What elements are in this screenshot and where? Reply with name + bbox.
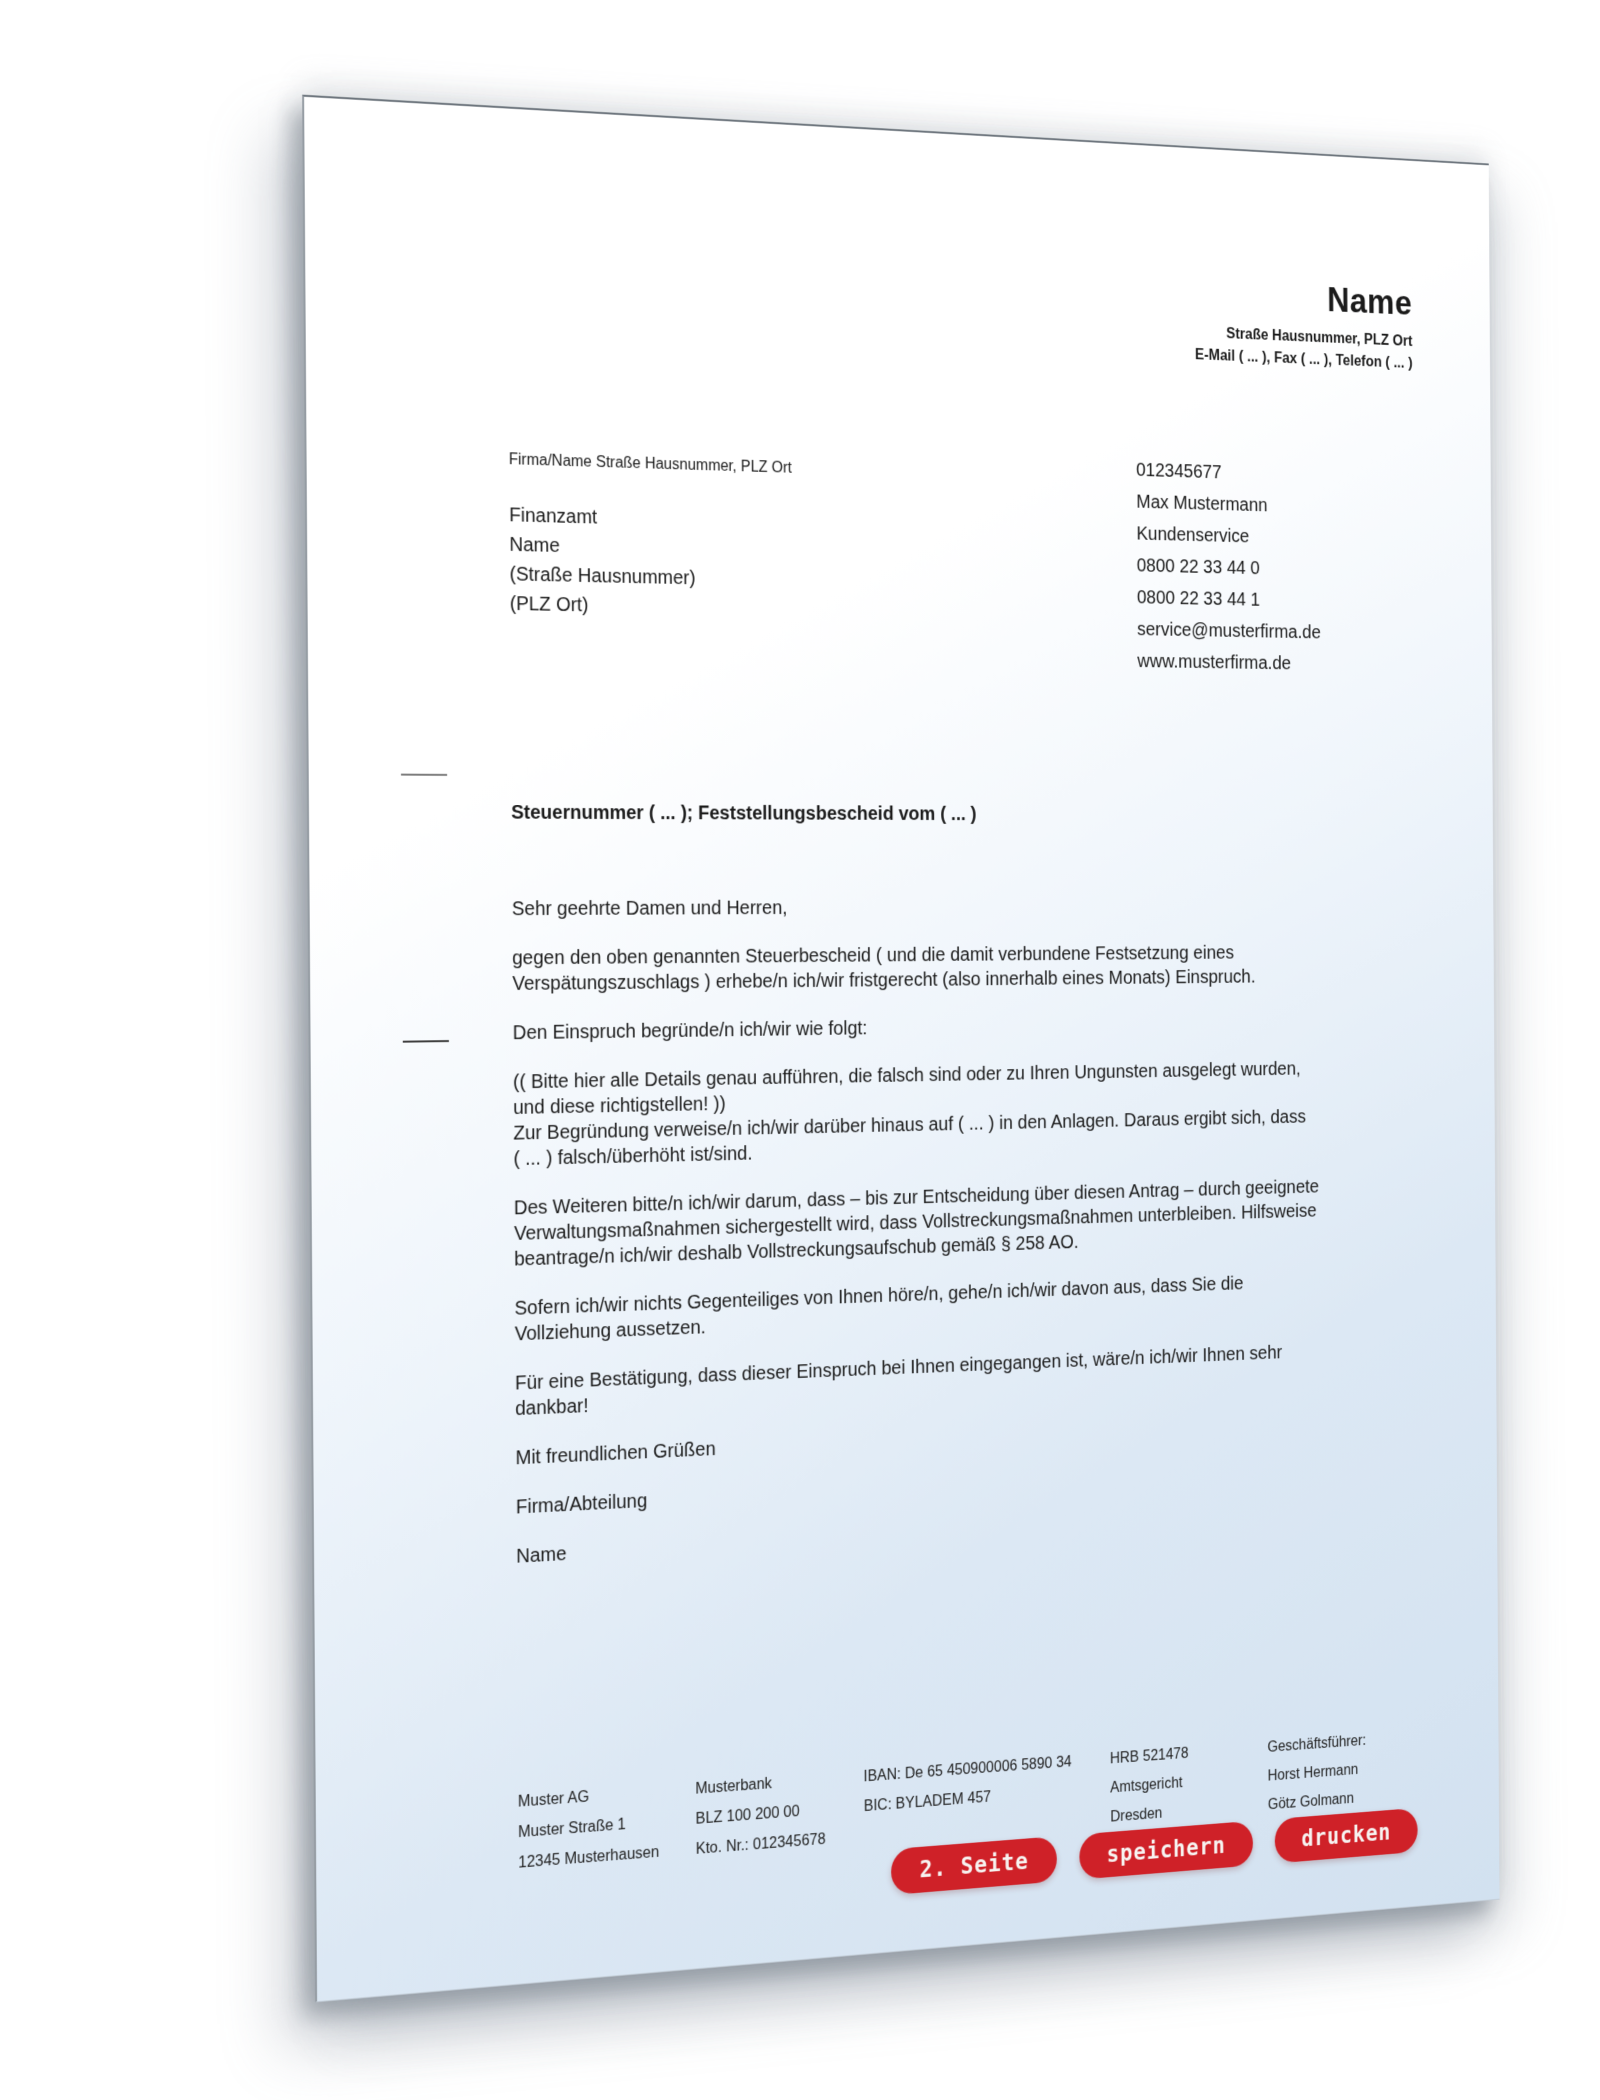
footer-column-management [1267,1726,1366,1819]
letterhead [1195,274,1413,375]
signature-name: Name [516,1543,567,1568]
letterhead-name: Name [1327,280,1413,323]
letterhead-contact: E-Mail ( ... ), Fax ( ... ), Telefon ( ... ) [1195,346,1413,372]
footer-company-city: 12345 Musterhausen [518,1844,660,1872]
fold-mark-top [401,774,447,776]
footer-court-city: Dresden [1110,1805,1163,1826]
footer-column-company [518,1777,659,1879]
letterhead-address: Straße Hausnummer, PLZ Ort [1226,325,1413,350]
closing-regards: Mit freundlichen Grüßen [515,1438,716,1470]
footer-management-label: Geschäftsführer: [1267,1732,1367,1756]
footer-hrb: HRB 521478 [1109,1745,1189,1768]
footer-company-street: Muster Straße 1 [518,1816,626,1842]
phone-number: 0800 22 33 44 0 [1136,555,1260,579]
recipient-address [509,501,696,623]
letter-body [512,894,1400,1593]
recipient-line: Name [509,534,560,557]
subject-line: Steuernummer ( ... ); Feststellungsbescheid vom ( ... ) [511,801,977,825]
letter-paragraph: gegen den oben genannten Steuerbescheid ( und die damit verbundene Festsetzung eines Verspätungszuschlags ) erhebe/n ich/wir fristgerecht (also innerhalb eines Monats) Einspruch. [512,942,1256,995]
footer-column-bank [695,1765,825,1865]
recipient-line: Finanzamt [509,504,598,529]
email-address: service@musterfirma.de [1137,619,1321,644]
letter-paragraph: Des Weiteren bitte/n ich/wir darum, dass – bis zur Entscheidung über diesen Antrag – durch geeignete Verwaltungsmaßnahmen sichergestellt wird, dass Vollstreckungsmaßnahmen unterbleiben. Hilfsweise beantrage/n ich/wir deshalb Vollstreckungsaufschub gemäß § 258 AO. [513,1176,1320,1271]
footer-manager-name: Götz Golmann [1267,1790,1355,1814]
department: Kundenservice [1136,523,1250,548]
letter-paragraph: Sofern ich/wir nichts Gegenteiliges von Ihnen höre/n, gehe/n ich/wir davon aus, dass Sie die Vollziehung aussetzen. [514,1273,1244,1346]
footer-court: Amtsgericht [1110,1774,1183,1797]
fax-number: 0800 22 33 44 1 [1136,587,1260,611]
footer-bic: BIC: BYLADEM 457 [863,1789,992,1815]
footer-bank-account: Kto. Nr.: 012345678 [695,1831,826,1858]
letter-paragraph: Für eine Bestätigung, dass dieser Einspruch bei Ihnen eingegangen ist, wäre/n ich/wir Ihnen sehr dankbar! [514,1342,1283,1421]
footer-column-iban [863,1747,1071,1821]
fold-mark-bottom [403,1040,449,1043]
customer-number: 012345677 [1136,459,1222,484]
footer-bank-name: Musterbank [695,1775,772,1798]
salutation: Sehr geehrte Damen und Herren, [511,897,788,921]
contact-info-block [1136,454,1321,680]
save-button[interactable]: speichern [1079,1821,1253,1880]
contact-person: Max Mustermann [1136,491,1268,516]
footer-bank-blz: BLZ 100 200 00 [695,1803,800,1828]
letter-paragraph: Den Einspruch begründe/n ich/wir wie folgt: [512,1017,868,1045]
letter-paragraph: (( Bitte hier alle Details genau aufführen, die falsch sind oder zu Ihren Ungunsten ausgelegt wurden, und diese richtigstellen! )) Zur Begründung verweise/n ich/wir darüber hinaus auf ( ... ) in den Anlagen. Daraus ergibt sich, dass ( ... ) falsch/überhöht ist/sind. [512,1058,1306,1171]
recipient-line: (Straße Hausnummer) [509,563,696,590]
footer-manager-name: Horst Hermann [1267,1761,1359,1785]
print-button[interactable]: drucken [1274,1808,1417,1864]
sender-line: Firma/Name Straße Hausnummer, PLZ Ort [508,451,792,477]
footer-company-name: Muster AG [517,1788,590,1811]
closing-company: Firma/Abteilung [515,1490,648,1519]
letter-page [302,95,1499,2003]
recipient-line: (PLZ Ort) [509,593,589,617]
website-url: www.musterfirma.de [1137,651,1292,674]
footer-column-register [1110,1739,1189,1832]
page-2-button[interactable]: 2. Seite [891,1836,1057,1895]
footer-iban: IBAN: De 65 450900006 5890 34 [863,1753,1072,1786]
